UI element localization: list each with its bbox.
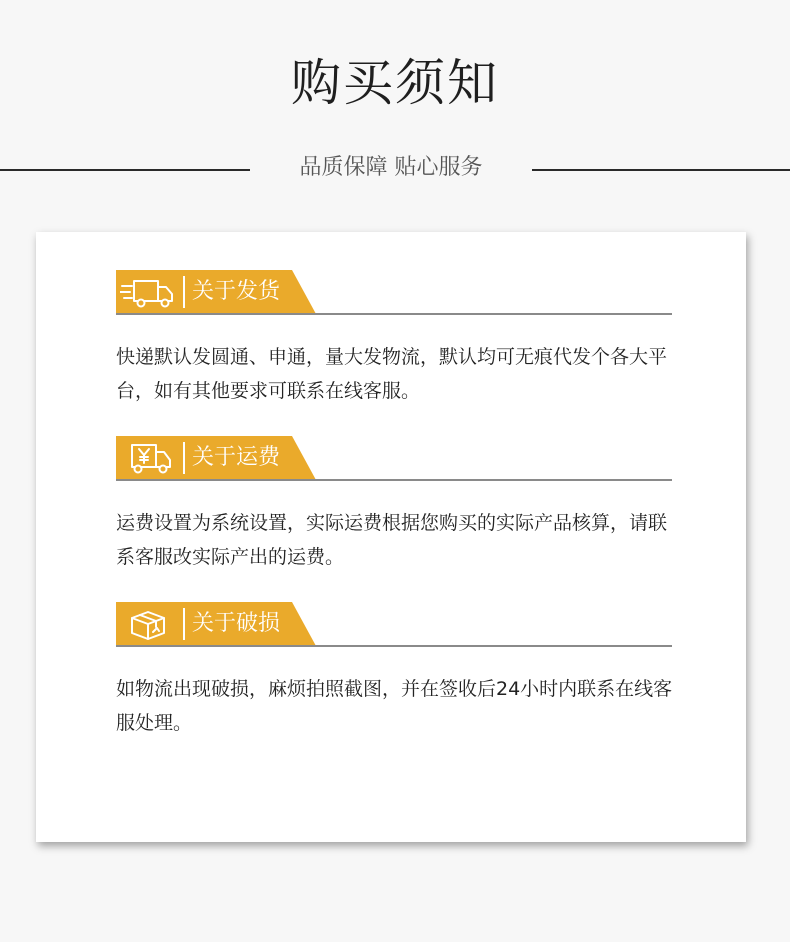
section-body: 如物流出现破损，麻烦拍照截图，并在签收后24小时内联系在线客服处理。 bbox=[116, 678, 673, 734]
delivery-truck-icon bbox=[120, 274, 176, 310]
section-body: 快递默认发圆通、申通，量大发物流，默认均可无痕代发个各大平台，如有其他要求可联系在线客服。 bbox=[116, 346, 668, 402]
section-heading: 关于发货 bbox=[192, 279, 281, 304]
section-shipping bbox=[116, 270, 672, 408]
section-heading: 关于破损 bbox=[192, 611, 281, 636]
section-banner bbox=[116, 270, 672, 316]
subtitle-divider-right bbox=[532, 169, 790, 171]
shipping-fee-icon bbox=[120, 440, 176, 476]
subtitle-row bbox=[0, 150, 790, 186]
section-heading: 关于运费 bbox=[192, 445, 281, 470]
section-damage bbox=[116, 602, 672, 740]
notice-card bbox=[36, 232, 746, 842]
banner-separator bbox=[183, 276, 185, 308]
section-body: 运费设置为系统设置，实际运费根据您购买的实际产品核算，请联系客服改实际产出的运费。 bbox=[116, 512, 668, 568]
banner-separator bbox=[183, 442, 185, 474]
section-shipping-fee bbox=[116, 436, 672, 574]
damaged-box-icon bbox=[120, 606, 176, 642]
section-banner bbox=[116, 436, 672, 482]
subtitle-divider-left bbox=[0, 169, 250, 171]
page-title: 购买须知 bbox=[291, 54, 499, 112]
section-banner bbox=[116, 602, 672, 648]
banner-separator bbox=[183, 608, 185, 640]
page-subtitle: 品质保障 贴心服务 bbox=[299, 155, 483, 180]
